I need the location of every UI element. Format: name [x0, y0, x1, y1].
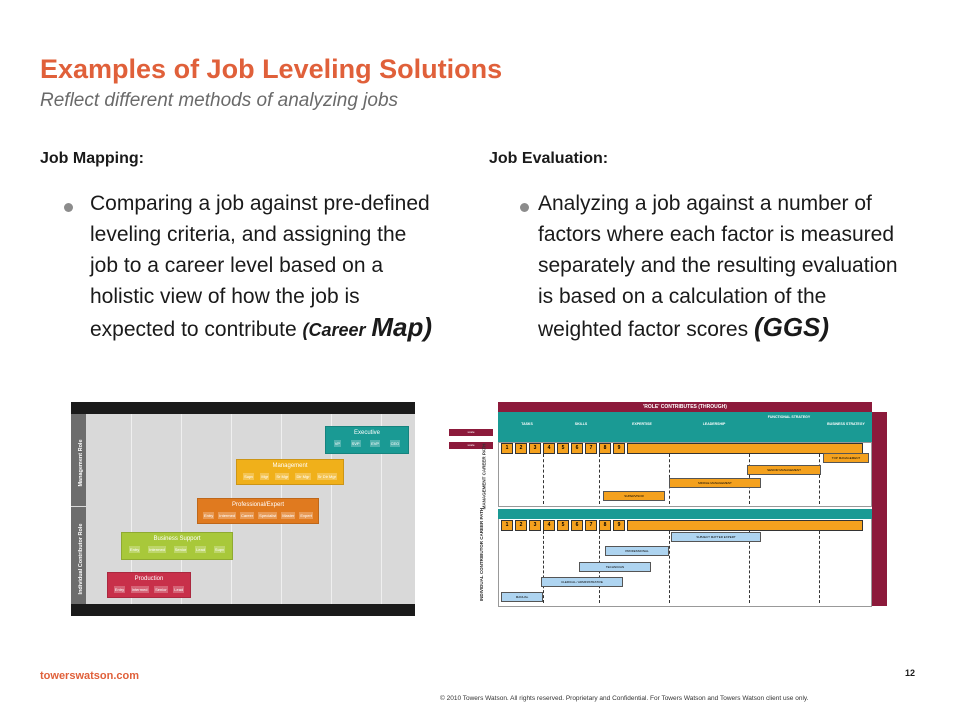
business-support-box	[121, 532, 233, 560]
executive-box	[325, 426, 409, 454]
skills-label: SKILLS	[574, 422, 588, 426]
career-map-label-b: Map)	[371, 312, 433, 342]
job-evaluation-description: Analyzing a job against a number of factors where each factor is measured separately and the resulting evaluation is based on a calculation of the weighted factor scores	[538, 192, 898, 341]
production-box	[107, 572, 191, 598]
level-number: 3	[529, 520, 541, 531]
level-label: Sr Dir Mgr	[317, 474, 336, 479]
management-box	[236, 459, 344, 485]
level-number: 7	[585, 520, 597, 531]
level-number: 8	[599, 520, 611, 531]
bullet-dot	[64, 203, 73, 212]
level-number: 4	[543, 520, 555, 531]
level-label: Master	[282, 513, 295, 518]
professional-bar: PROFESSIONAL	[605, 546, 669, 556]
level-label: Specialist	[259, 513, 277, 518]
level-number: 9	[613, 443, 625, 454]
tasks-label: TASKS	[521, 422, 533, 426]
career-map-label-a: Career	[308, 320, 366, 340]
ggs-teal-band-2	[498, 509, 872, 519]
level-number: 9	[613, 520, 625, 531]
bullet-dot	[520, 203, 529, 212]
career-map-label-open: (	[302, 320, 309, 340]
level-label: Expert	[300, 513, 312, 518]
dashed-divider	[819, 454, 820, 504]
level-label: Supv	[214, 547, 225, 552]
middle-management-bar: MIDDLE MANAGEMENT	[669, 478, 761, 488]
level-label: Senior	[155, 587, 167, 592]
business-support-caption: Business Support	[153, 536, 201, 542]
level-number: 7	[585, 443, 597, 454]
figure-bottom-bar	[71, 604, 415, 616]
job-evaluation-heading: Job Evaluation:	[489, 150, 609, 167]
level-number: 8	[599, 443, 611, 454]
management-role-label: Management Role	[78, 439, 84, 487]
ggs-label: (GGS)	[753, 312, 830, 342]
level-label: Lead	[174, 587, 184, 592]
page-title: Examples of Job Leveling Solutions	[40, 54, 503, 84]
page-number: 12	[905, 668, 916, 678]
dashed-divider	[543, 531, 544, 603]
job-mapping-text	[90, 188, 440, 346]
expertise-label: EXPERTISE	[632, 422, 652, 426]
level-label: CEO	[390, 441, 400, 446]
level-number: 6	[571, 520, 583, 531]
level-number: 5	[557, 520, 569, 531]
job-mapping-description: Comparing a job against pre-defined leveling criteria, and assigning the job to a career level based on a holistic view of how the job is expected to contribute	[90, 192, 430, 341]
level-label: Intermed	[149, 547, 165, 552]
functional-strategy-label: FUNCTIONAL STRATEGY	[767, 415, 811, 419]
level-number: 1	[501, 520, 513, 531]
level-number: 1	[501, 443, 513, 454]
ggs-figure	[449, 402, 887, 606]
level-label: Entry	[129, 547, 140, 552]
management-career-path-label: MANAGEMENT CAREER PATH	[481, 443, 487, 510]
professional-expert-caption: Professional/Expert	[231, 502, 285, 508]
copyright-notice: © 2010 Towers Watson. All rights reserved. Proprietary and Confidential. For Towers Watson and Towers Watson client use only.	[440, 695, 809, 702]
level-label: Career	[240, 513, 254, 518]
level-number-strip	[627, 520, 863, 531]
footer-brand-link[interactable]: towerswatson.com	[40, 670, 140, 682]
business-strategy-label: BUSINESS STRATEGY	[827, 422, 865, 426]
ggs-header: 'ROLE' CONTRIBUTES (THROUGH)	[498, 402, 872, 412]
level-label: Sr Mgr	[276, 474, 289, 479]
management-caption: Management	[272, 463, 308, 469]
page-subtitle: Reflect different methods of analyzing jobs	[40, 90, 399, 111]
job-mapping-heading: Job Mapping:	[40, 150, 144, 167]
subject-matter-expert-bar: SUBJECT MATTER EXPERT	[671, 532, 761, 542]
level-label: Entry	[114, 587, 125, 592]
individual-contributor-label: Individual Contributor Role	[78, 523, 84, 594]
individual-contributor-band	[71, 507, 86, 604]
level-number: 2	[515, 520, 527, 531]
executive-caption: Executive	[353, 430, 380, 436]
individual-contributor-career-path-label: INDIVIDUAL CONTRIBUTOR CAREER PATH	[479, 507, 485, 602]
career-map-figure	[71, 402, 415, 616]
level-label: Supv	[244, 474, 254, 479]
figure-top-bar	[71, 402, 415, 414]
level-number: 2	[515, 443, 527, 454]
dashed-divider	[819, 531, 820, 603]
professional-expert-box	[197, 498, 319, 524]
leadership-label: LEADERSHIP	[702, 422, 726, 426]
management-role-band	[71, 414, 86, 506]
supervisor-bar: SUPERVISOR	[603, 491, 665, 501]
level-label: Entry	[203, 513, 214, 518]
top-management-bar: TOP MANAGEMENT	[823, 453, 869, 463]
level-label: SVP	[351, 441, 360, 446]
scale-tag: scale	[449, 429, 493, 436]
production-caption: Production	[134, 576, 164, 582]
manual-bar: MANUAL	[501, 592, 543, 602]
level-label: VP	[334, 441, 341, 446]
senior-management-bar: SENIOR MANAGEMENT	[747, 465, 821, 475]
level-number: 4	[543, 443, 555, 454]
level-label: Lead	[196, 547, 206, 552]
level-label: Dir Mgr	[296, 474, 310, 479]
dashed-divider	[599, 454, 600, 504]
dashed-divider	[669, 531, 670, 603]
level-label: Mgr	[261, 474, 269, 479]
scale-tag: scale	[449, 442, 493, 449]
level-label: Senior	[174, 547, 187, 552]
level-label: Intermed	[131, 587, 148, 592]
technician-bar: TECHNICIAN	[579, 562, 651, 572]
level-number: 3	[529, 443, 541, 454]
level-label: EVP	[371, 441, 380, 446]
level-number: 6	[571, 443, 583, 454]
job-evaluation-text	[538, 188, 908, 345]
level-label: Intermed	[219, 513, 236, 518]
ggs-right-band	[872, 412, 887, 606]
clerical-administrative-bar: CLERICAL / ADMINISTRATIVE	[541, 577, 623, 587]
level-number: 5	[557, 443, 569, 454]
dashed-divider	[543, 454, 544, 504]
